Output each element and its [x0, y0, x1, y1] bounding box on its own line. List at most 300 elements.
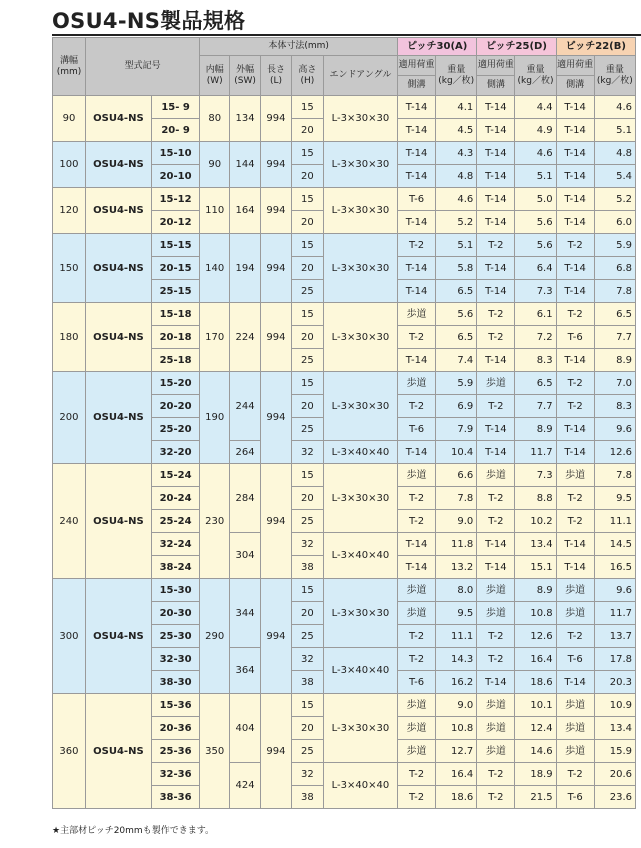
length-cell: 994	[261, 372, 292, 464]
pitch25-weight-cell: 16.4	[515, 648, 556, 671]
pitch30-weight-cell: 9.5	[436, 602, 477, 625]
pitch22-load-cell: T-14	[556, 280, 594, 303]
pitch30-load-cell: T-6	[398, 671, 436, 694]
pitch30-load-cell: 歩道	[398, 372, 436, 395]
pitch22-weight-cell: 7.8	[594, 464, 635, 487]
model-code-cell: 20-20	[151, 395, 199, 418]
pitch22-weight-cell: 4.8	[594, 142, 635, 165]
height-cell: 15	[291, 372, 323, 395]
pitch25-weight-cell: 5.0	[515, 188, 556, 211]
pitch25-weight-cell: 4.4	[515, 96, 556, 119]
end-angle-cell: L-3×30×30	[323, 372, 397, 441]
pitch22-load-cell: T-6	[556, 326, 594, 349]
pitch22-load-cell: T-2	[556, 234, 594, 257]
inner-width-cell: 140	[200, 234, 230, 303]
pitch22-weight-cell: 16.5	[594, 556, 635, 579]
inner-width-cell: 80	[200, 96, 230, 142]
model-code-cell: 20- 9	[151, 119, 199, 142]
model-code-cell: 25-15	[151, 280, 199, 303]
pitch30-weight-cell: 5.2	[436, 211, 477, 234]
pitch22-load-cell: T-2	[556, 487, 594, 510]
outer-width-cell: 364	[230, 648, 261, 694]
pitch25-load-cell: T-2	[477, 763, 515, 786]
height-cell: 15	[291, 694, 323, 717]
pitch30-load-cell: T-6	[398, 418, 436, 441]
model-name-cell: OSU4-NS	[85, 188, 151, 234]
height-cell: 38	[291, 556, 323, 579]
pitch30-weight-cell: 8.0	[436, 579, 477, 602]
pitch25-weight-cell: 10.1	[515, 694, 556, 717]
table-row	[53, 372, 636, 395]
pitch25-load-cell: T-14	[477, 533, 515, 556]
pitch25-weight-cell: 7.3	[515, 280, 556, 303]
pitch22-load-cell: T-14	[556, 142, 594, 165]
inner-width-cell: 190	[200, 372, 230, 464]
end-angle-cell: L-3×40×40	[323, 763, 397, 809]
pitch30-load-cell: T-2	[398, 395, 436, 418]
height-cell: 25	[291, 280, 323, 303]
pitch30-load-cell: T-2	[398, 510, 436, 533]
model-code-cell: 20-18	[151, 326, 199, 349]
pitch25-weight-cell: 8.9	[515, 579, 556, 602]
pitch22-load-cell: 歩道	[556, 579, 594, 602]
pitch30-load-cell: T-2	[398, 648, 436, 671]
height-cell: 25	[291, 349, 323, 372]
model-code-cell: 15-18	[151, 303, 199, 326]
length-cell: 994	[261, 579, 292, 694]
model-name-cell: OSU4-NS	[85, 464, 151, 579]
groove-width-cell: 120	[53, 188, 86, 234]
pitch30-weight-cell: 16.4	[436, 763, 477, 786]
pitch22-load-cell: 歩道	[556, 717, 594, 740]
pitch25-load-cell: 歩道	[477, 740, 515, 763]
model-code-cell: 25-20	[151, 418, 199, 441]
height-cell: 25	[291, 418, 323, 441]
pitch25-load-cell: 歩道	[477, 579, 515, 602]
pitch30-load-cell: 歩道	[398, 579, 436, 602]
pitch22-load-cell: T-2	[556, 372, 594, 395]
pitch25-weight-cell: 8.8	[515, 487, 556, 510]
pitch22-weight-cell: 8.3	[594, 395, 635, 418]
pitch22-weight-cell: 4.6	[594, 96, 635, 119]
pitch25-load-cell: 歩道	[477, 464, 515, 487]
header-weight-label: 重量	[605, 64, 624, 75]
pitch30-weight-cell: 7.4	[436, 349, 477, 372]
header-model-code: 型式記号	[85, 38, 199, 96]
pitch25-weight-cell: 15.1	[515, 556, 556, 579]
length-cell: 994	[261, 694, 292, 809]
end-angle-cell: L-3×30×30	[323, 234, 397, 303]
model-name-cell: OSU4-NS	[85, 372, 151, 464]
pitch22-weight-cell: 10.9	[594, 694, 635, 717]
height-cell: 38	[291, 786, 323, 809]
pitch25-load-cell: T-2	[477, 303, 515, 326]
outer-width-cell: 134	[230, 96, 261, 142]
inner-width-cell: 90	[200, 142, 230, 188]
pitch25-weight-cell: 21.5	[515, 786, 556, 809]
inner-width-cell: 230	[200, 464, 230, 579]
pitch30-load-cell: T-2	[398, 487, 436, 510]
header-weight-label: 重量	[526, 64, 545, 75]
pitch30-load-cell: 歩道	[398, 303, 436, 326]
pitch30-weight-cell: 6.6	[436, 464, 477, 487]
pitch30-weight-cell: 13.2	[436, 556, 477, 579]
outer-width-cell: 404	[230, 694, 261, 763]
pitch25-load-cell: T-2	[477, 487, 515, 510]
table-row	[53, 188, 636, 211]
pitch22-weight-cell: 12.6	[594, 441, 635, 464]
pitch22-load-cell: 歩道	[556, 694, 594, 717]
table-row	[53, 464, 636, 487]
inner-width-cell: 290	[200, 579, 230, 694]
pitch30-weight-cell: 14.3	[436, 648, 477, 671]
pitch22-weight-cell: 6.8	[594, 257, 635, 280]
model-code-cell: 15-30	[151, 579, 199, 602]
pitch30-weight-cell: 9.0	[436, 510, 477, 533]
pitch22-load-cell: T-6	[556, 786, 594, 809]
pitch22-load-cell: T-14	[556, 556, 594, 579]
pitch22-weight-cell: 17.8	[594, 648, 635, 671]
pitch25-load-cell: T-14	[477, 188, 515, 211]
model-code-cell: 25-30	[151, 625, 199, 648]
pitch22-load-cell: T-14	[556, 211, 594, 234]
height-cell: 32	[291, 763, 323, 786]
pitch22-load-cell: T-6	[556, 648, 594, 671]
pitch25-weight-cell: 5.6	[515, 234, 556, 257]
pitch30-load-cell: T-2	[398, 234, 436, 257]
pitch25-weight-cell: 10.8	[515, 602, 556, 625]
pitch22-weight-cell: 14.5	[594, 533, 635, 556]
groove-width-cell: 150	[53, 234, 86, 303]
model-code-cell: 15-36	[151, 694, 199, 717]
pitch30-load-cell: T-14	[398, 142, 436, 165]
height-cell: 25	[291, 740, 323, 763]
pitch25-load-cell: T-14	[477, 418, 515, 441]
pitch22-weight-cell: 8.9	[594, 349, 635, 372]
pitch25-load-cell: T-14	[477, 165, 515, 188]
model-code-cell: 38-24	[151, 556, 199, 579]
groove-width-cell: 100	[53, 142, 86, 188]
pitch22-weight-cell: 7.7	[594, 326, 635, 349]
header-weight-unit: (kg／枚)	[438, 75, 475, 86]
pitch25-weight-cell: 10.2	[515, 510, 556, 533]
pitch22-weight-cell: 20.3	[594, 671, 635, 694]
header-end-angle: エンドアングル	[323, 56, 397, 96]
header-load-b: 適用荷重	[556, 56, 594, 76]
pitch30-load-cell: 歩道	[398, 740, 436, 763]
outer-width-cell: 164	[230, 188, 261, 234]
pitch22-weight-cell: 5.9	[594, 234, 635, 257]
pitch30-weight-cell: 5.9	[436, 372, 477, 395]
page-title: OSU4-NS製品規格	[52, 8, 641, 36]
pitch25-weight-cell: 6.5	[515, 372, 556, 395]
height-cell: 20	[291, 165, 323, 188]
pitch30-load-cell: T-2	[398, 326, 436, 349]
pitch22-weight-cell: 20.6	[594, 763, 635, 786]
pitch22-load-cell: T-14	[556, 119, 594, 142]
pitch25-load-cell: T-2	[477, 510, 515, 533]
model-code-cell: 38-36	[151, 786, 199, 809]
height-cell: 15	[291, 303, 323, 326]
table-row	[53, 303, 636, 326]
inner-width-cell: 350	[200, 694, 230, 809]
model-code-cell: 32-30	[151, 648, 199, 671]
pitch30-weight-cell: 4.1	[436, 96, 477, 119]
header-load-d: 適用荷重	[477, 56, 515, 76]
pitch30-weight-cell: 6.5	[436, 280, 477, 303]
height-cell: 20	[291, 326, 323, 349]
pitch30-weight-cell: 9.0	[436, 694, 477, 717]
length-cell: 994	[261, 234, 292, 303]
pitch22-load-cell: T-14	[556, 257, 594, 280]
pitch30-weight-cell: 11.8	[436, 533, 477, 556]
outer-width-cell: 284	[230, 464, 261, 533]
pitch22-load-cell: T-14	[556, 533, 594, 556]
pitch30-weight-cell: 5.8	[436, 257, 477, 280]
pitch25-load-cell: T-14	[477, 211, 515, 234]
table-row	[53, 579, 636, 602]
header-pitch-25: ピッチ25(D)	[477, 38, 556, 56]
pitch22-weight-cell: 9.6	[594, 418, 635, 441]
pitch22-load-cell: 歩道	[556, 602, 594, 625]
footnote: ★主部材ピッチ20mmも製作できます。	[52, 826, 214, 836]
pitch30-weight-cell: 12.7	[436, 740, 477, 763]
header-pitch-30: ピッチ30(A)	[398, 38, 477, 56]
height-cell: 15	[291, 579, 323, 602]
model-name-cell: OSU4-NS	[85, 96, 151, 142]
model-name-cell: OSU4-NS	[85, 142, 151, 188]
pitch25-weight-cell: 5.6	[515, 211, 556, 234]
pitch30-weight-cell: 4.3	[436, 142, 477, 165]
header-groove-width: 溝幅 (mm)	[53, 38, 86, 96]
header-side-groove-a: 側溝	[398, 76, 436, 96]
pitch22-weight-cell: 9.5	[594, 487, 635, 510]
pitch30-weight-cell: 11.1	[436, 625, 477, 648]
pitch25-weight-cell: 4.6	[515, 142, 556, 165]
end-angle-cell: L-3×30×30	[323, 303, 397, 372]
pitch25-load-cell: T-2	[477, 234, 515, 257]
model-code-cell: 32-24	[151, 533, 199, 556]
pitch30-load-cell: T-6	[398, 188, 436, 211]
pitch30-weight-cell: 6.9	[436, 395, 477, 418]
model-code-cell: 15-12	[151, 188, 199, 211]
height-cell: 15	[291, 464, 323, 487]
pitch22-load-cell: T-2	[556, 395, 594, 418]
end-angle-cell: L-3×30×30	[323, 694, 397, 763]
groove-width-cell: 180	[53, 303, 86, 372]
outer-width-cell: 264	[230, 441, 261, 464]
outer-width-cell: 304	[230, 533, 261, 579]
header-outer-width: 外幅 (SW)	[230, 56, 261, 96]
header-side-groove-b: 側溝	[556, 76, 594, 96]
pitch30-load-cell: T-14	[398, 556, 436, 579]
pitch25-load-cell: T-2	[477, 648, 515, 671]
length-cell: 994	[261, 464, 292, 579]
pitch30-load-cell: T-2	[398, 786, 436, 809]
pitch30-weight-cell: 7.9	[436, 418, 477, 441]
pitch25-weight-cell: 5.1	[515, 165, 556, 188]
pitch25-load-cell: T-14	[477, 119, 515, 142]
end-angle-cell: L-3×30×30	[323, 96, 397, 142]
pitch25-load-cell: T-2	[477, 395, 515, 418]
header-body-dims: 本体寸法(mm)	[200, 38, 398, 56]
pitch25-load-cell: T-14	[477, 556, 515, 579]
model-code-cell: 25-36	[151, 740, 199, 763]
header-load-a: 適用荷重	[398, 56, 436, 76]
length-cell: 994	[261, 188, 292, 234]
pitch30-weight-cell: 10.4	[436, 441, 477, 464]
height-cell: 38	[291, 671, 323, 694]
pitch22-weight-cell: 5.4	[594, 165, 635, 188]
outer-width-cell: 244	[230, 372, 261, 441]
pitch25-load-cell: T-14	[477, 257, 515, 280]
outer-width-cell: 344	[230, 579, 261, 648]
height-cell: 20	[291, 257, 323, 280]
height-cell: 20	[291, 487, 323, 510]
table-row	[53, 142, 636, 165]
model-code-cell: 15- 9	[151, 96, 199, 119]
model-code-cell: 32-20	[151, 441, 199, 464]
pitch25-load-cell: T-2	[477, 786, 515, 809]
pitch22-weight-cell: 23.6	[594, 786, 635, 809]
pitch22-load-cell: 歩道	[556, 464, 594, 487]
pitch22-load-cell: T-14	[556, 418, 594, 441]
pitch25-load-cell: T-14	[477, 96, 515, 119]
pitch30-load-cell: T-2	[398, 763, 436, 786]
pitch30-load-cell: 歩道	[398, 464, 436, 487]
pitch25-weight-cell: 7.3	[515, 464, 556, 487]
model-name-cell: OSU4-NS	[85, 694, 151, 809]
height-cell: 25	[291, 625, 323, 648]
header-weight-b	[594, 56, 635, 96]
outer-width-cell: 424	[230, 763, 261, 809]
model-name-cell: OSU4-NS	[85, 234, 151, 303]
height-cell: 32	[291, 533, 323, 556]
outer-width-cell: 144	[230, 142, 261, 188]
pitch30-load-cell: T-14	[398, 165, 436, 188]
inner-width-cell: 110	[200, 188, 230, 234]
pitch25-weight-cell: 6.1	[515, 303, 556, 326]
pitch30-load-cell: 歩道	[398, 602, 436, 625]
pitch22-weight-cell: 11.1	[594, 510, 635, 533]
model-code-cell: 20-12	[151, 211, 199, 234]
height-cell: 25	[291, 510, 323, 533]
pitch22-load-cell: T-14	[556, 188, 594, 211]
pitch25-weight-cell: 4.9	[515, 119, 556, 142]
pitch22-load-cell: T-2	[556, 303, 594, 326]
pitch25-weight-cell: 12.4	[515, 717, 556, 740]
height-cell: 15	[291, 142, 323, 165]
end-angle-cell: L-3×30×30	[323, 464, 397, 533]
end-angle-cell: L-3×30×30	[323, 142, 397, 188]
pitch25-weight-cell: 8.3	[515, 349, 556, 372]
pitch25-load-cell: 歩道	[477, 372, 515, 395]
pitch25-load-cell: T-2	[477, 326, 515, 349]
model-code-cell: 20-36	[151, 717, 199, 740]
height-cell: 15	[291, 188, 323, 211]
groove-width-cell: 200	[53, 372, 86, 464]
pitch30-weight-cell: 5.1	[436, 234, 477, 257]
pitch30-load-cell: T-14	[398, 441, 436, 464]
model-code-cell: 15-15	[151, 234, 199, 257]
model-code-cell: 25-24	[151, 510, 199, 533]
pitch22-load-cell: 歩道	[556, 740, 594, 763]
pitch22-weight-cell: 9.6	[594, 579, 635, 602]
model-name-cell: OSU4-NS	[85, 303, 151, 372]
groove-width-cell: 90	[53, 96, 86, 142]
pitch25-weight-cell: 12.6	[515, 625, 556, 648]
pitch22-load-cell: T-14	[556, 671, 594, 694]
pitch30-load-cell: T-14	[398, 257, 436, 280]
pitch30-weight-cell: 4.8	[436, 165, 477, 188]
header-pitch-22: ピッチ22(B)	[556, 38, 635, 56]
pitch30-load-cell: T-14	[398, 533, 436, 556]
pitch30-weight-cell: 4.6	[436, 188, 477, 211]
model-code-cell: 20-10	[151, 165, 199, 188]
height-cell: 20	[291, 602, 323, 625]
header-weight-unit: (kg／枚)	[596, 75, 633, 86]
outer-width-cell: 194	[230, 234, 261, 303]
inner-width-cell: 170	[200, 303, 230, 372]
groove-width-cell: 360	[53, 694, 86, 809]
end-angle-cell: L-3×30×30	[323, 579, 397, 648]
pitch25-weight-cell: 11.7	[515, 441, 556, 464]
pitch25-weight-cell: 13.4	[515, 533, 556, 556]
pitch30-weight-cell: 7.8	[436, 487, 477, 510]
pitch22-weight-cell: 6.0	[594, 211, 635, 234]
pitch25-weight-cell: 18.6	[515, 671, 556, 694]
pitch22-load-cell: T-2	[556, 510, 594, 533]
pitch30-load-cell: T-14	[398, 119, 436, 142]
pitch22-load-cell: T-14	[556, 96, 594, 119]
groove-width-cell: 300	[53, 579, 86, 694]
header-weight-unit: (kg／枚)	[517, 75, 554, 86]
pitch22-weight-cell: 11.7	[594, 602, 635, 625]
height-cell: 20	[291, 395, 323, 418]
pitch22-weight-cell: 15.9	[594, 740, 635, 763]
pitch22-load-cell: T-14	[556, 349, 594, 372]
spec-table	[52, 37, 636, 809]
header-inner-width: 内幅 (W)	[200, 56, 230, 96]
pitch25-load-cell: T-14	[477, 671, 515, 694]
pitch22-load-cell: T-14	[556, 441, 594, 464]
pitch25-load-cell: T-14	[477, 280, 515, 303]
pitch30-load-cell: T-2	[398, 625, 436, 648]
length-cell: 994	[261, 96, 292, 142]
height-cell: 20	[291, 717, 323, 740]
pitch30-load-cell: T-14	[398, 280, 436, 303]
end-angle-cell: L-3×40×40	[323, 648, 397, 694]
model-code-cell: 20-30	[151, 602, 199, 625]
pitch25-load-cell: T-2	[477, 625, 515, 648]
pitch30-load-cell: T-14	[398, 211, 436, 234]
model-code-cell: 38-30	[151, 671, 199, 694]
pitch30-weight-cell: 10.8	[436, 717, 477, 740]
model-code-cell: 20-15	[151, 257, 199, 280]
pitch22-weight-cell: 6.5	[594, 303, 635, 326]
pitch25-load-cell: 歩道	[477, 602, 515, 625]
height-cell: 15	[291, 234, 323, 257]
header-length: 長さ (L)	[261, 56, 292, 96]
end-angle-cell: L-3×40×40	[323, 533, 397, 579]
model-name-cell: OSU4-NS	[85, 579, 151, 694]
pitch22-weight-cell: 7.0	[594, 372, 635, 395]
pitch25-load-cell: T-14	[477, 349, 515, 372]
model-code-cell: 15-10	[151, 142, 199, 165]
pitch22-load-cell: T-2	[556, 763, 594, 786]
pitch25-load-cell: T-14	[477, 441, 515, 464]
pitch30-load-cell: 歩道	[398, 717, 436, 740]
